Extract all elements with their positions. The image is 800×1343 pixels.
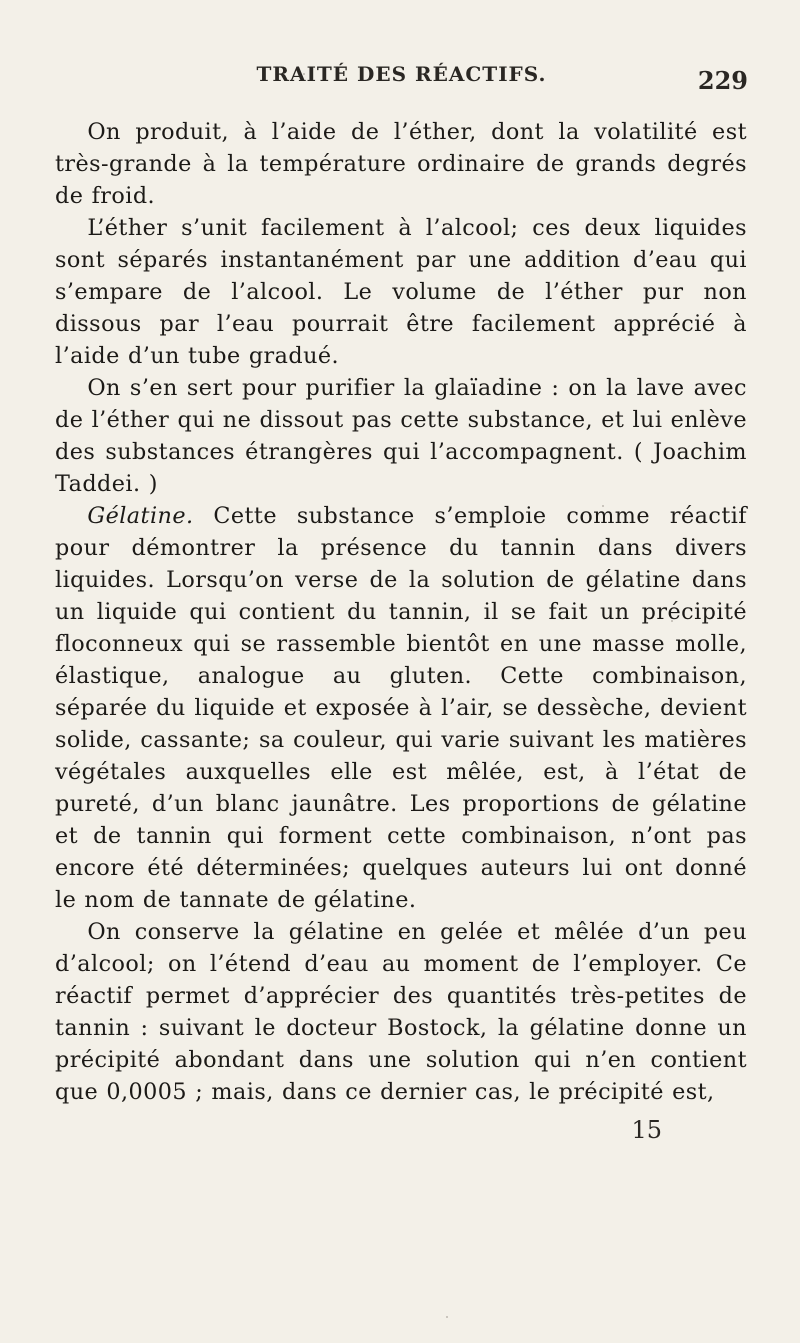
page-text xyxy=(55,116,747,1108)
signature-mark: 15 xyxy=(631,1116,662,1144)
paper-speck xyxy=(303,73,305,75)
page-header xyxy=(55,62,748,102)
paragraph-gelatine-text: Cette substance s’emploie comme réactif pour démontrer la présence du tannin dans divers liquides. Lorsqu’on verse de la solution de gélatine dans un liquide qui contient du tannin, il se fait un précipité floconneux qui se rassemble bientôt en une masse molle, élastique, analogue au gluten. Cette combinaison, séparée du liquide et exposée à l’air, se dessèche, devient solide, cassante; sa couleur, qui varie suivant les matières végétales auxquelles elle est mêlée, est, à l’état de pureté, d’un blanc jaunâtre. Les proportions de gélatine et de tannin qui forment cette combinaison, n’ont pas encore été déterminées; quelques auteurs lui ont donné le nom de tannate de gélatine. xyxy=(55,503,747,913)
paragraph-gelatine-conservation: On conserve la gélatine en gelée et mêlée d’un peu d’alcool; on l’étend d’eau au moment de l’employer. Ce réactif permet d’apprécier des quantités très-petites de tannin : suivant le docteur Bostock, la gélatine donne un précipité abondant dans une solution qui n’en contient que 0,0005 ; mais, dans ce dernier cas, le précipité est, xyxy=(55,919,747,1105)
paragraph-ether-alcohol: L’éther s’unit facilement à l’alcool; ces deux liquides sont séparés instantanément par une addition d’eau qui s’empare de l’alcool. Le volume de l’éther pur non dissous par l’eau pourrait être facilement apprécié à l’aide d’un tube gradué. xyxy=(55,215,747,369)
paragraph-ether-cold: On produit, à l’aide de l’éther, dont la volatilité est très-grande à la température ordinaire de grands degrés de froid. xyxy=(55,119,747,209)
paper-speck xyxy=(602,505,604,507)
term-gelatine: Gélatine. xyxy=(87,503,194,529)
running-head: TRAITÉ DES RÉACTIFS. xyxy=(256,62,547,86)
paragraph-glaiadine: On s’en sert pour purifier la glaïadine : on la lave avec de l’éther qui ne dissout pas cette substance, et lui enlève des substances étrangères qui l’accompagnent. ( Joachim Taddei. ) xyxy=(55,375,747,497)
page-number: 229 xyxy=(697,66,748,95)
paper-speck xyxy=(671,620,673,622)
paragraph-gelatine-reactif xyxy=(55,500,747,916)
paper-speck xyxy=(446,1316,448,1318)
